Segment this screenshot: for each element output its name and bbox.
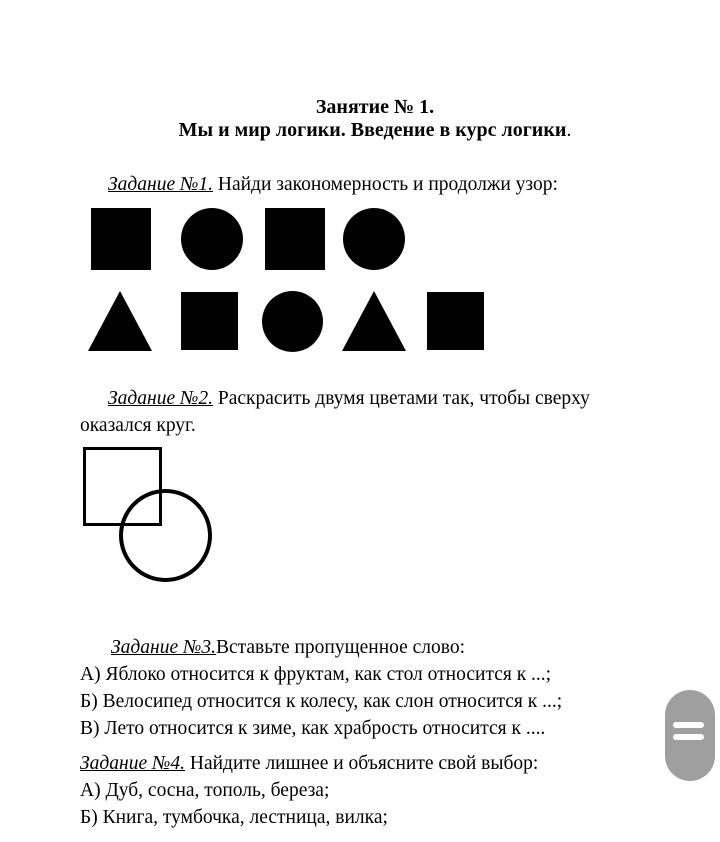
task3-heading <box>80 634 655 661</box>
square-shape <box>181 292 238 350</box>
task1-text: Найди закономерность и продолжи узор: <box>217 174 558 195</box>
task3-item-v: В) Лето относится к зиме, как храбрость относится к .... <box>80 718 546 739</box>
pattern-row-2 <box>88 291 588 352</box>
task4-heading <box>80 750 655 777</box>
circle-shape <box>262 291 323 352</box>
triangle-shape <box>88 291 152 351</box>
task2-heading <box>80 385 655 439</box>
square-shape <box>265 208 325 270</box>
task3-item-a: А) Яблоко относится к фруктам, как стол относится к ...; <box>80 664 552 685</box>
title-line1: Занятие № 1. <box>315 96 435 118</box>
task3-block <box>80 634 655 742</box>
circle-outline-shape <box>119 489 212 582</box>
task4-text: Найдите лишнее и объясните свой выбор: <box>189 753 539 774</box>
task3-item-b: Б) Велосипед относится к колесу, как слон относится к ...; <box>80 691 563 712</box>
task2-text: Раскрасить двумя цветами так, чтобы сверху <box>217 388 590 409</box>
task1-heading <box>80 171 655 198</box>
task2-label: Задание №2. <box>108 388 213 409</box>
task3-text: Вставьте пропущенное слово: <box>215 637 466 658</box>
page-title <box>80 96 670 142</box>
task3-label: Задание №3. <box>111 637 216 658</box>
scroll-handle-button[interactable] <box>665 690 715 781</box>
circle-shape <box>181 208 243 270</box>
task4-block <box>80 750 655 831</box>
task4-label: Задание №4. <box>80 753 185 774</box>
task1-label: Задание №1. <box>108 174 213 195</box>
title-line2: Мы и мир логики. Введение в курс логики. <box>178 119 572 141</box>
task2-text-line2: оказался круг. <box>80 415 196 436</box>
triangle-shape <box>342 291 406 351</box>
task4-item-b: Б) Книга, тумбочка, лестница, вилка; <box>80 807 388 828</box>
square-shape <box>427 292 484 350</box>
circle-shape <box>343 208 405 270</box>
pattern-row-1 <box>91 208 511 271</box>
square-shape <box>91 208 151 270</box>
task4-item-a: А) Дуб, сосна, тополь, береза; <box>80 780 330 801</box>
